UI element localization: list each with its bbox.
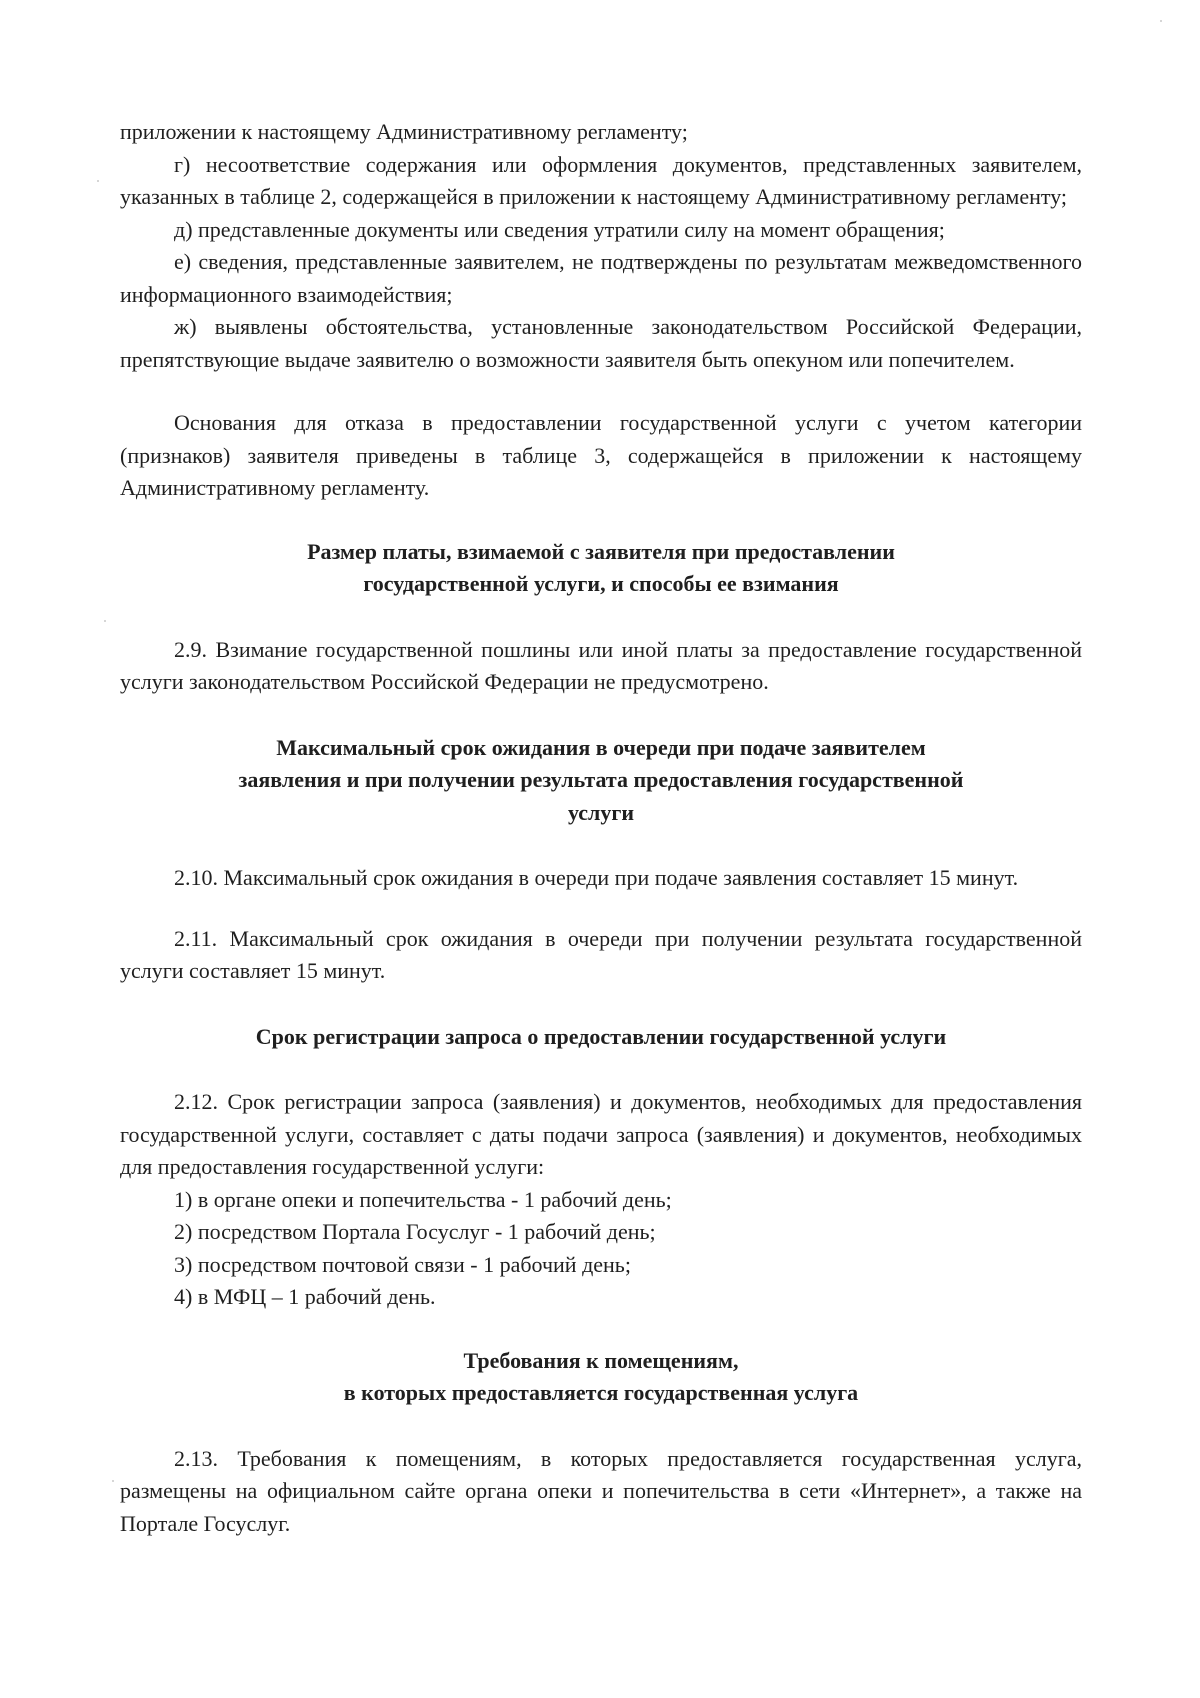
paragraph-2-9: 2.9. Взимание государственной пошлины или иной платы за предоставление государственной услуги законодательством Российской Федерации не предусмотрено. [120, 636, 1082, 694]
scan-speck [112, 1480, 114, 1482]
heading-line: Требования к помещениям, [463, 1347, 739, 1373]
list-item: 3) посредством почтовой связи - 1 рабочий день; [174, 1251, 631, 1277]
paragraph-2-10: 2.10. Максимальный срок ожидания в очереди при подаче заявления составляет 15 минут. [174, 865, 1019, 890]
section-heading-queue-time [120, 732, 1082, 830]
heading-line: услуги [567, 799, 635, 825]
paragraph-continuation: приложении к настоящему Административному регламенту; [120, 119, 688, 144]
paragraph-grounds-refusal: Основания для отказа в предоставлении государственной услуги с учетом категории (признаков) заявителя приведены в таблице 3, содержащейся в приложении к настоящему Административному регламенту. [120, 410, 1082, 500]
paragraph-2-13: 2.13. Требования к помещениям, в которых предоставляется государственная услуга, размещены на официальном сайте органа опеки и попечительства в сети «Интернет», а также на Портале Госуслуг. [120, 1445, 1082, 1536]
list-item: 2) посредством Портала Госуслуг - 1 рабочий день; [174, 1219, 656, 1244]
section-heading-fee [120, 536, 1082, 601]
section-heading-premises [120, 1345, 1082, 1410]
list-item: 1) в органе опеки и попечительства - 1 рабочий день; [174, 1186, 672, 1212]
paragraph-2-11: 2.11. Максимальный срок ожидания в очереди при получении результата государственной услуги составляет 15 минут. [120, 925, 1082, 983]
scan-speck [1160, 20, 1162, 22]
heading-line: в которых предоставляется государственная услуга [343, 1380, 859, 1405]
paragraph-item-zh: ж) выявлены обстоятельства, установленные законодательством Российской Федерации, препятствующие выдаче заявителю о возможности заявителя быть опекуном или попечителем. [120, 314, 1082, 372]
heading-line: заявления и при получении результата предоставления государственной [238, 767, 964, 792]
heading-line: Срок регистрации запроса о предоставлении государственной услуги [255, 1023, 947, 1049]
scan-speck [104, 620, 106, 622]
scan-speck [97, 180, 99, 182]
paragraph-item-e: е) сведения, представленные заявителем, не подтверждены по результатам межведомственного информационного взаимодействия; [120, 249, 1082, 307]
heading-line: Максимальный срок ожидания в очереди при подаче заявителем [276, 734, 926, 760]
paragraph-item-d: д) представленные документы или сведения утратили силу на момент обращения; [174, 216, 945, 242]
section-heading-registration [120, 1021, 1082, 1054]
list-item: 4) в МФЦ – 1 рабочий день. [174, 1284, 436, 1309]
paragraph-2-12: 2.12. Срок регистрации запроса (заявления) и документов, необходимых для предоставления государственной услуги, составляет с даты подачи запроса (заявления) и документов, необходимых для предоставления государственной услуги: [120, 1089, 1082, 1179]
heading-line: государственной услуги, и способы ее взимания [363, 571, 839, 596]
heading-line: Размер платы, взимаемой с заявителя при предоставлении [307, 538, 895, 564]
paragraph-item-g: г) несоответствие содержания или оформления документов, представленных заявителем, указанных в таблице 2, содержащейся в приложении к настоящему Административному регламенту; [120, 151, 1082, 209]
